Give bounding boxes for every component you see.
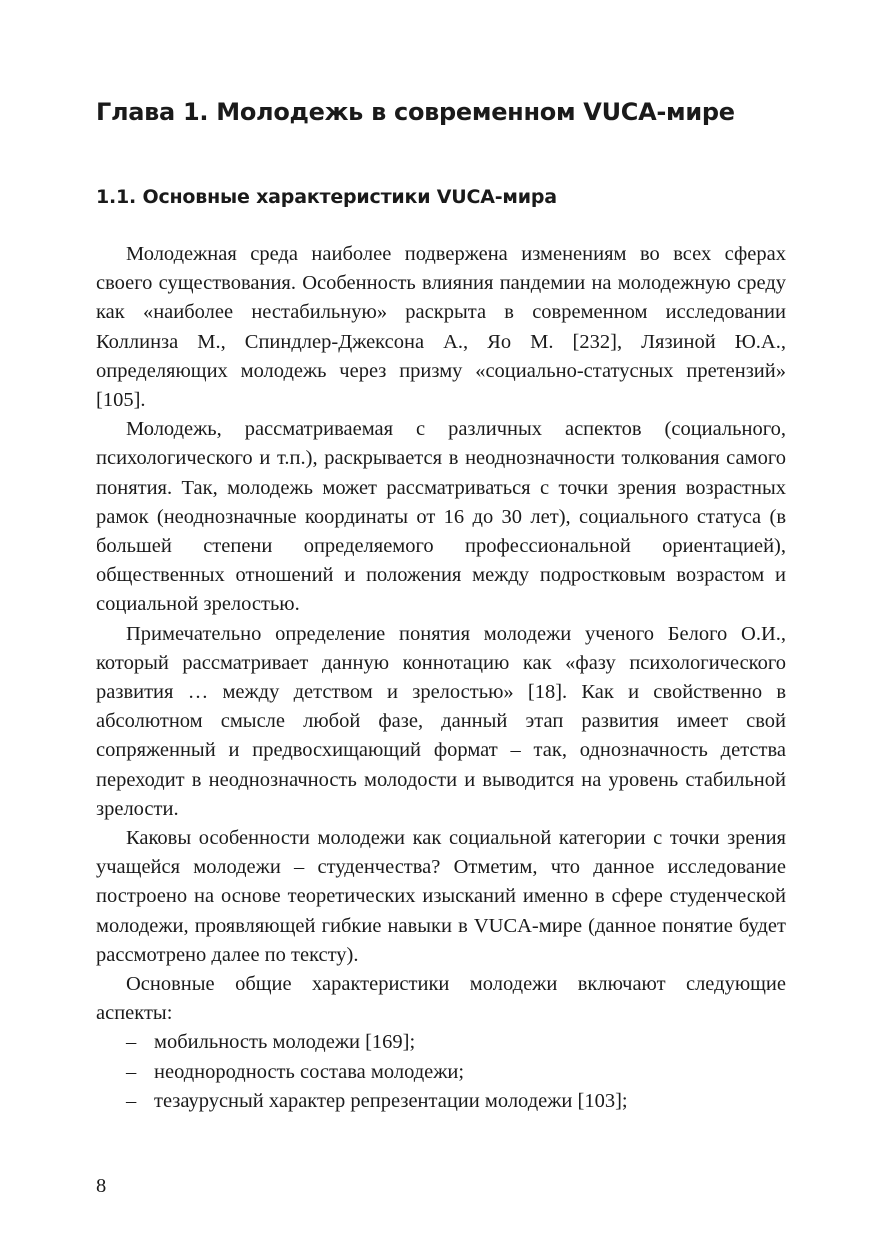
list-item bbox=[96, 1028, 786, 1057]
list-item-text: мобильность молодежи [169]; bbox=[154, 1031, 416, 1054]
paragraph-2: Молодежь, рассматриваемая с различных аспектов (социального, психологического и т.п.), раскрывается в неоднозначности толкования самого понятия. Так, молодежь может рассматриваться с точки зрения возрастных рамок (неоднозначные координаты от 16 до 30 лет), социального статуса (в большей степени определяемого профессиональной ориентацией), общественных отношений и положения между подростковым возрастом и социальной зрелостью. bbox=[96, 418, 786, 616]
list-dash: – bbox=[126, 1060, 137, 1083]
list-item bbox=[96, 1058, 786, 1087]
paragraph-1: Молодежная среда наиболее подвержена изменениям во всех сферах своего существования. Особенность влияния пандемии на молодежную среду как «наиболее нестабильную» раскрыта в современном исследовании Коллинза М., Спиндлер-Джексона А., Яо М. [232], Лязиной Ю.А., определяющих молодежь через призму «социально-статусных претензий» [105]. bbox=[96, 243, 786, 412]
characteristics-list bbox=[96, 1028, 786, 1116]
paragraph-3: Примечательно определение понятия молодежи ученого Белого О.И., который рассматривает данную коннотацию как «фазу психологического развития … между детством и зрелостью» [18]. Как и свойственно в абсолютном смысле любой фазе, данный этап развития имеет свой сопряженный и предвосхищающий формат – так, однозначность детства переходит в неоднозначность молодости и выводится на уровень стабильной зрелости. bbox=[96, 622, 786, 820]
section-title: 1.1. Основные характеристики VUCA-мира bbox=[96, 186, 557, 208]
list-dash: – bbox=[126, 1031, 137, 1054]
list-item-text: неоднородность состава молодежи; bbox=[154, 1060, 465, 1083]
paragraph-5: Основные общие характеристики молодежи включают следующие аспекты: bbox=[96, 973, 786, 1025]
list-item-text: тезаурусный характер репрезентации молодежи [103]; bbox=[154, 1089, 628, 1112]
body-text bbox=[96, 240, 786, 1116]
list-item bbox=[96, 1087, 786, 1116]
paragraph-4: Каковы особенности молодежи как социальной категории с точки зрения учащейся молодежи – студенчества? Отметим, что данное исследование построено на основе теоретических изысканий именно в сфере студенческой молодежи, проявляющей гибкие навыки в VUCA-мире (данное понятие будет рассмотрено далее по тексту). bbox=[96, 827, 786, 966]
chapter-title: Глава 1. Молодежь в современном VUCA-мире bbox=[96, 98, 735, 126]
page-number: 8 bbox=[96, 1175, 107, 1197]
list-dash: – bbox=[126, 1089, 137, 1112]
